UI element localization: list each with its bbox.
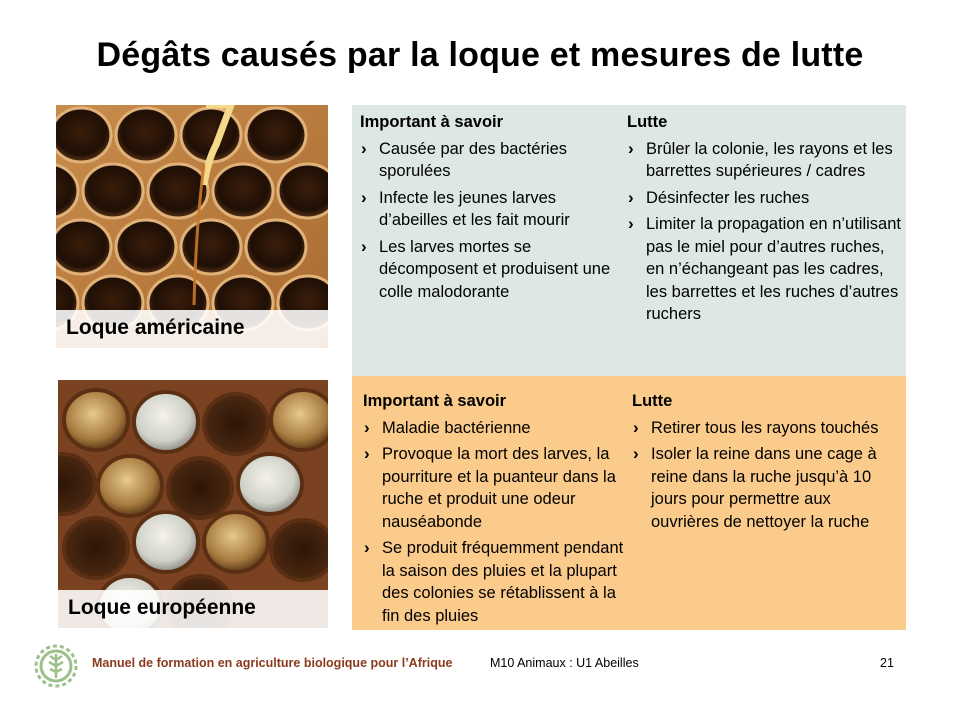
photo-label-european: Loque européenne	[58, 590, 328, 628]
know-heading: Important à savoir	[363, 392, 507, 410]
list-item	[363, 417, 633, 440]
control-heading: Lutte	[627, 113, 668, 131]
list-item	[363, 443, 633, 533]
list-item-text: Limiter la propagation en n’utilisant pas le miel pour d’autres ruches, en n’échangeant pas les cadres, les barrettes et les ruches d’autres ruchers	[646, 215, 901, 323]
list-item-text: Brûler la colonie, les rayons et les barrettes supérieures / cadres	[646, 139, 893, 180]
control-list	[632, 417, 892, 534]
bullet-icon: ›	[628, 214, 634, 233]
list-item	[363, 537, 633, 627]
list-item-text: Les larves mortes se décomposent et produisent une colle malodorante	[379, 237, 611, 301]
footer-manual-title: Manuel de formation en agriculture biologique pour l’Afrique	[92, 656, 453, 670]
control-heading: Lutte	[632, 392, 673, 410]
list-item-text: Se produit fréquemment pendant la saison des pluies et la plupart des colonies se rétablissent à la fin des pluies	[382, 539, 624, 625]
bullet-icon: ›	[364, 417, 370, 437]
list-item	[360, 138, 622, 183]
list-item-text: Causée par des bactéries sporulées	[379, 139, 568, 180]
footer-module: M10 Animaux : U1 Abeilles	[490, 656, 639, 670]
organic-agriculture-logo-icon	[32, 642, 80, 690]
control-column	[632, 390, 892, 537]
photo-european-foulbrood	[58, 380, 328, 628]
list-item-text: Isoler la reine dans une cage à reine dans la ruche jusqu’à 10 jours pour permettre aux ouvrières de nettoyer la ruche	[651, 445, 877, 531]
know-heading: Important à savoir	[360, 113, 504, 131]
bullet-icon: ›	[628, 138, 634, 158]
know-list	[363, 417, 633, 628]
page-number: 21	[880, 656, 894, 670]
know-column	[363, 390, 633, 631]
list-item	[627, 187, 903, 210]
list-item-text: Provoque la mort des larves, la pourriture et la puanteur dans la ruche et produit une odeur nauséabonde	[382, 445, 616, 531]
slide-title: Dégâts causés par la loque et mesures de lutte	[96, 36, 864, 74]
bullet-icon: ›	[361, 138, 367, 158]
know-list	[360, 138, 622, 304]
bullet-icon: ›	[361, 236, 367, 256]
panel-european-foulbrood	[352, 376, 906, 630]
list-item-text: Infecte les jeunes larves d’abeilles et les fait mourir	[379, 188, 570, 229]
list-item	[360, 187, 622, 232]
photo-american-foulbrood	[56, 105, 328, 348]
list-item	[360, 236, 622, 304]
know-column	[360, 111, 622, 307]
bullet-icon: ›	[364, 444, 370, 463]
bullet-icon: ›	[633, 417, 639, 437]
bullet-icon: ›	[628, 187, 634, 207]
list-item-text: Désinfecter les ruches	[646, 188, 810, 207]
list-item-text: Retirer tous les rayons touchés	[651, 418, 879, 437]
photo-label-american: Loque américaine	[56, 310, 328, 348]
panel-american-foulbrood	[352, 105, 906, 376]
list-item	[632, 417, 892, 440]
control-list	[627, 138, 903, 326]
bullet-icon: ›	[364, 538, 370, 557]
bullet-icon: ›	[633, 444, 639, 463]
list-item	[627, 138, 903, 183]
list-item	[632, 443, 892, 533]
bullet-icon: ›	[361, 187, 367, 207]
list-item-text: Maladie bactérienne	[382, 418, 531, 437]
list-item	[627, 213, 903, 326]
control-column	[627, 111, 903, 330]
